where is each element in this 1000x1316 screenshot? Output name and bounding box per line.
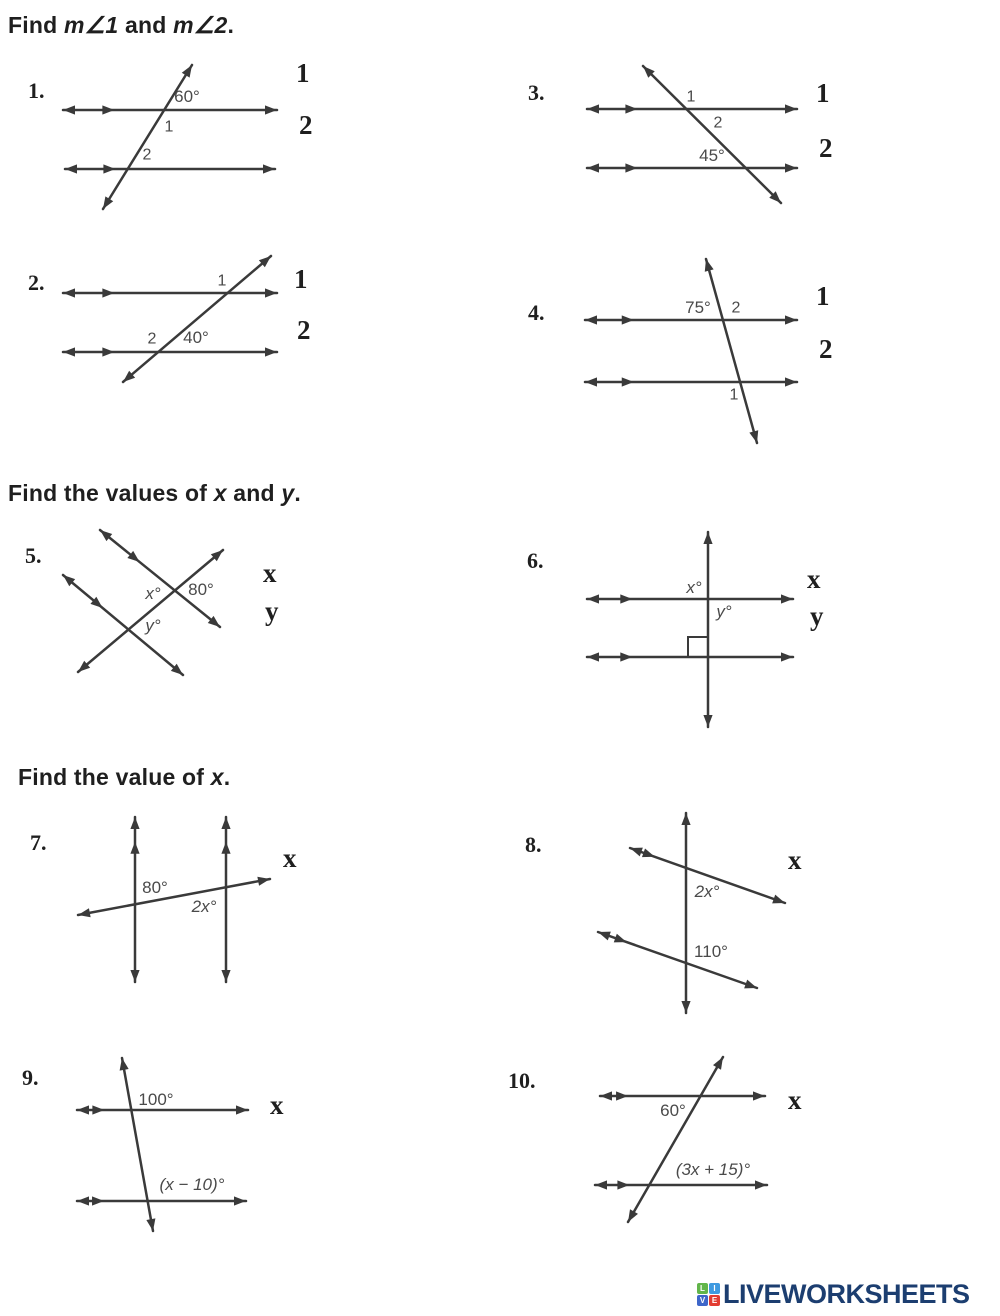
problem-number: 10. — [508, 1068, 536, 1093]
angle-label: 45° — [699, 146, 725, 165]
arrowhead — [257, 877, 270, 886]
parallel-mark — [102, 105, 114, 114]
arrowhead — [781, 652, 793, 661]
problem-8-diagram — [598, 813, 785, 1013]
logo-square-l: L — [697, 1283, 708, 1294]
parallel-mark — [221, 842, 230, 854]
problem-number: 9. — [22, 1065, 39, 1090]
arrowhead — [600, 1091, 612, 1100]
arrowhead — [744, 980, 757, 989]
arrowhead — [221, 970, 230, 982]
answer-label: x — [270, 1090, 284, 1120]
heading-text: y — [281, 480, 295, 506]
angle-label: 2 — [142, 146, 152, 164]
parallel-mark — [620, 652, 632, 661]
logo-square-v: V — [697, 1295, 708, 1306]
diagram-line — [122, 1058, 153, 1231]
angle-label: 100° — [138, 1090, 174, 1109]
answer-label: 1 — [816, 78, 830, 108]
problem-1-diagram — [63, 65, 277, 209]
arrowhead — [120, 1058, 129, 1071]
answer-label: x — [263, 558, 277, 588]
angle-label: 1 — [217, 272, 227, 290]
arrowhead — [236, 1105, 248, 1114]
arrowhead — [63, 105, 75, 114]
problem-3-diagram — [587, 66, 797, 203]
problem-number: 3. — [528, 80, 545, 105]
arrowhead — [628, 1209, 638, 1222]
section-heading-find-x — [18, 764, 230, 791]
arrowhead — [265, 105, 277, 114]
answer-label: x — [788, 845, 802, 875]
answer-label: 2 — [299, 110, 313, 140]
heading-text: x — [210, 764, 224, 790]
arrowhead — [265, 288, 277, 297]
angle-label: 75° — [685, 298, 711, 317]
arrowhead — [598, 932, 611, 941]
problem-number: 6. — [527, 548, 544, 573]
answer-label: x — [788, 1085, 802, 1115]
diagram-line — [100, 530, 220, 627]
arrowhead — [785, 163, 797, 172]
arrowhead — [587, 652, 599, 661]
problem-number: 5. — [25, 543, 42, 568]
parallel-mark — [102, 347, 114, 356]
answer-label: y — [810, 601, 824, 631]
arrowhead — [130, 817, 139, 829]
arrowhead — [585, 377, 597, 386]
problem-10-diagram — [595, 1057, 767, 1222]
arrowhead — [77, 1105, 89, 1114]
diagram-line — [78, 879, 270, 915]
section-heading-find-x-and-y — [8, 480, 301, 507]
angle-label: 60° — [174, 87, 200, 106]
arrowhead — [130, 970, 139, 982]
angle-label: 80° — [188, 580, 214, 599]
answer-label: 1 — [816, 281, 830, 311]
section-heading-find-angles — [8, 12, 234, 39]
problem-7-diagram — [78, 817, 270, 982]
answer-label: x — [807, 564, 821, 594]
arrowhead — [587, 163, 599, 172]
arrowhead — [146, 1218, 155, 1231]
angle-label: 110° — [694, 942, 728, 961]
arrowhead — [265, 347, 277, 356]
arrowhead — [772, 895, 785, 904]
heading-text: m∠2 — [173, 12, 228, 38]
parallel-mark — [92, 1196, 104, 1205]
angle-label: 2 — [731, 299, 741, 317]
answer-label: 2 — [819, 133, 833, 163]
answer-label: y — [265, 596, 279, 626]
problem-number: 4. — [528, 300, 545, 325]
arrowhead — [78, 908, 91, 917]
parallel-mark — [625, 163, 637, 172]
arrowhead — [681, 813, 690, 825]
heading-text: and — [118, 12, 174, 38]
arrowhead — [65, 164, 77, 173]
angle-label: 60° — [660, 1101, 686, 1120]
heading-text: and — [226, 480, 282, 506]
arrowhead — [587, 594, 599, 603]
heading-text: Find — [8, 12, 64, 38]
answer-label: 2 — [297, 315, 311, 345]
parallel-mark — [620, 594, 632, 603]
angle-label: y° — [145, 616, 161, 635]
parallel-mark — [617, 1180, 629, 1189]
arrowhead — [630, 848, 643, 857]
diagram-line — [643, 66, 781, 203]
parallel-mark — [614, 934, 627, 943]
parallel-mark — [102, 288, 114, 297]
parallel-mark — [92, 1105, 104, 1114]
parallel-mark — [642, 848, 655, 857]
arrowhead — [781, 594, 793, 603]
liveworksheets-footer — [697, 1281, 970, 1308]
arrowhead — [585, 315, 597, 324]
angle-label: x° — [686, 578, 702, 597]
arrowhead — [103, 196, 113, 209]
arrowhead — [749, 430, 758, 443]
arrowhead — [785, 377, 797, 386]
right-angle-marker — [688, 637, 708, 657]
diagram-line — [706, 259, 757, 443]
diagram-line — [123, 256, 271, 382]
arrowhead — [713, 1057, 723, 1070]
heading-text: Find the value of — [18, 764, 211, 790]
arrowhead — [753, 1091, 765, 1100]
arrowhead — [755, 1180, 767, 1189]
angle-label: 1 — [164, 118, 174, 136]
angle-label: (3x + 15)° — [675, 1160, 751, 1179]
arrowhead — [234, 1196, 246, 1205]
arrowhead — [263, 164, 275, 173]
arrowhead — [595, 1180, 607, 1189]
heading-text: . — [294, 480, 301, 506]
heading-text: . — [223, 764, 231, 790]
angle-label: 80° — [142, 878, 168, 897]
parallel-mark — [622, 315, 634, 324]
arrowhead — [587, 104, 599, 113]
problem-5-diagram — [63, 530, 223, 675]
angle-label: x° — [145, 584, 161, 603]
diagram-line — [628, 1057, 723, 1222]
answer-label: x — [283, 843, 297, 873]
arrowhead — [703, 532, 712, 544]
heading-text: . — [227, 12, 235, 38]
answer-label: 1 — [294, 264, 308, 294]
arrowhead — [221, 817, 230, 829]
parallel-mark — [616, 1091, 628, 1100]
problem-9-diagram — [77, 1058, 248, 1231]
answer-label: 2 — [819, 334, 833, 364]
arrowhead — [705, 259, 714, 272]
angle-label: 2x° — [191, 897, 217, 916]
arrowhead — [63, 347, 75, 356]
arrowhead — [703, 715, 712, 727]
problem-number: 1. — [28, 78, 45, 103]
heading-text: m∠1 — [63, 12, 119, 38]
arrowhead — [681, 1001, 690, 1013]
angle-label: y° — [716, 602, 732, 621]
logo-square-e: E — [709, 1295, 720, 1306]
problem-number: 7. — [30, 830, 47, 855]
angle-label: 2 — [713, 114, 723, 132]
arrowhead — [77, 1196, 89, 1205]
problem-number: 2. — [28, 270, 45, 295]
parallel-mark — [103, 164, 115, 173]
parallel-mark — [625, 104, 637, 113]
liveworksheets-brand-text: LIVEWORKSHEETS — [723, 1279, 970, 1309]
angle-label: 40° — [183, 328, 209, 347]
logo-square-i: I — [709, 1283, 720, 1294]
liveworksheets-logo-icon — [697, 1283, 720, 1306]
angle-label: (x − 10)° — [159, 1175, 225, 1194]
problem-6-diagram — [587, 532, 793, 727]
diagram-line — [63, 575, 183, 675]
angle-label: 1 — [729, 386, 739, 404]
heading-text: x — [213, 480, 227, 506]
arrowhead — [63, 288, 75, 297]
angle-label: 1 — [686, 88, 696, 106]
answer-label: 1 — [296, 58, 310, 88]
angle-label: 2 — [147, 330, 157, 348]
angle-label: 2x° — [694, 882, 720, 901]
arrowhead — [785, 315, 797, 324]
heading-text: Find the values of — [8, 480, 214, 506]
parallel-mark — [622, 377, 634, 386]
problem-number: 8. — [525, 832, 542, 857]
arrowhead — [182, 65, 192, 78]
parallel-mark — [130, 842, 139, 854]
arrowhead — [785, 104, 797, 113]
problem-2-diagram — [63, 256, 277, 382]
problem-4-diagram — [585, 259, 797, 443]
